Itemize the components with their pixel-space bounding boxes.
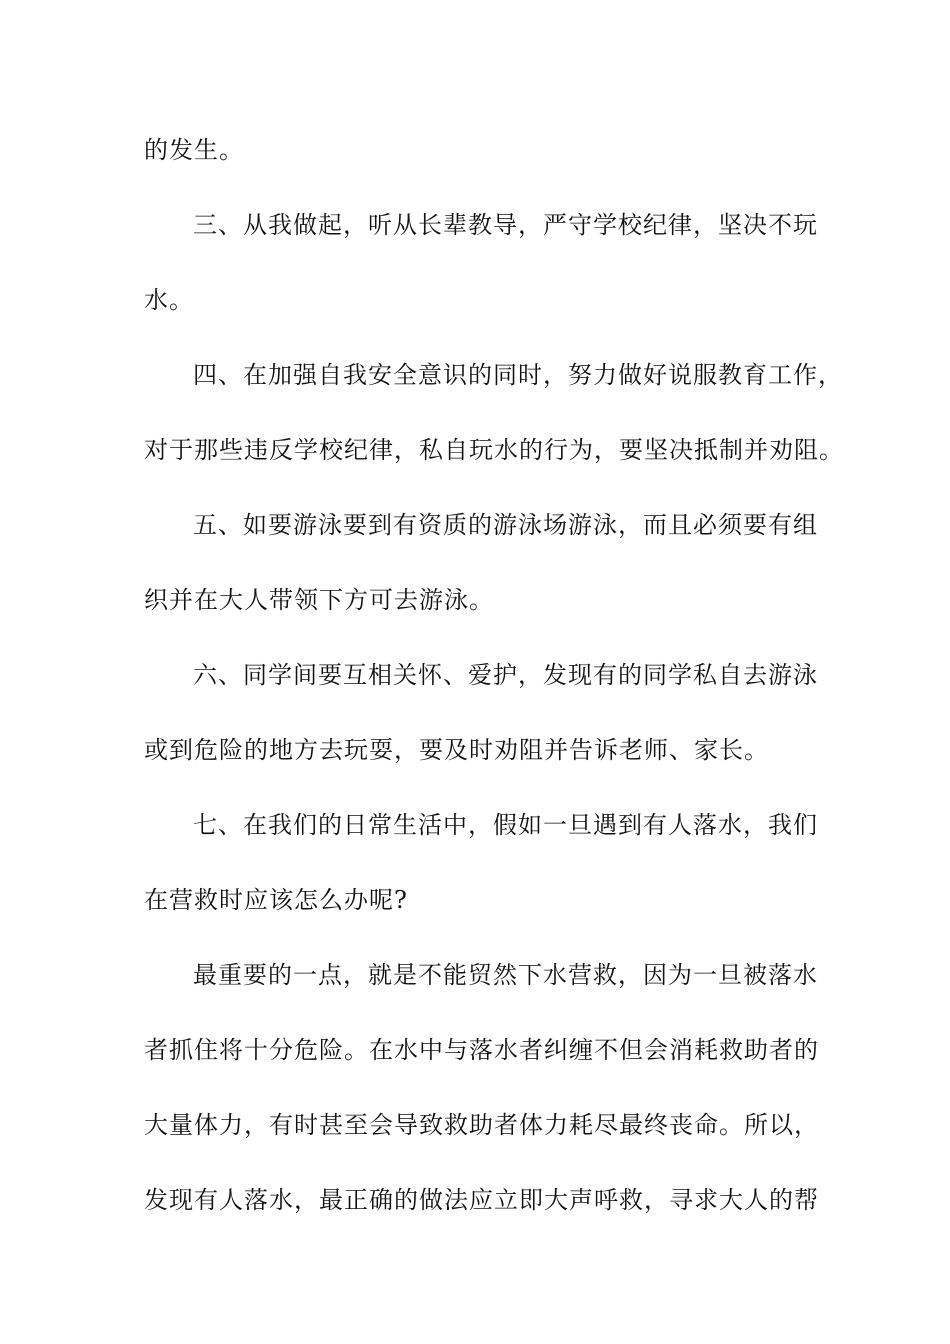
text-line: 水。 bbox=[144, 286, 194, 314]
text-line: 者抓住将十分危险。在水中与落水者纠缠不但会消耗救助者的 bbox=[144, 1036, 819, 1064]
text-line: 或到危险的地方去玩耍，要及时劝阻并告诉老师、家长。 bbox=[144, 736, 769, 764]
text-line: 五、如要游泳要到有资质的游泳场游泳，而且必须要有组 bbox=[193, 511, 818, 539]
text-line: 四、在加强自我安全意识的同时，努力做好说服教育工作， bbox=[193, 361, 843, 389]
text-line: 织并在大人带领下方可去游泳。 bbox=[144, 586, 494, 614]
text-line: 发现有人落水，最正确的做法应立即大声呼救，寻求大人的帮 bbox=[144, 1186, 819, 1214]
text-line: 大量体力，有时甚至会导致救助者体力耗尽最终丧命。所以， bbox=[144, 1111, 819, 1139]
text-line: 在营救时应该怎么办呢? bbox=[144, 886, 408, 914]
text-line: 的发生。 bbox=[144, 136, 244, 164]
text-line: 七、在我们的日常生活中，假如一旦遇到有人落水，我们 bbox=[193, 811, 818, 839]
text-line: 三、从我做起，听从长辈教导，严守学校纪律，坚决不玩 bbox=[193, 211, 818, 239]
text-line: 最重要的一点，就是不能贸然下水营救，因为一旦被落水 bbox=[193, 961, 818, 989]
text-line: 对于那些违反学校纪律，私自玩水的行为，要坚决抵制并劝阻。 bbox=[144, 436, 844, 464]
text-line: 六、同学间要互相关怀、爱护，发现有的同学私自去游泳 bbox=[193, 661, 818, 689]
